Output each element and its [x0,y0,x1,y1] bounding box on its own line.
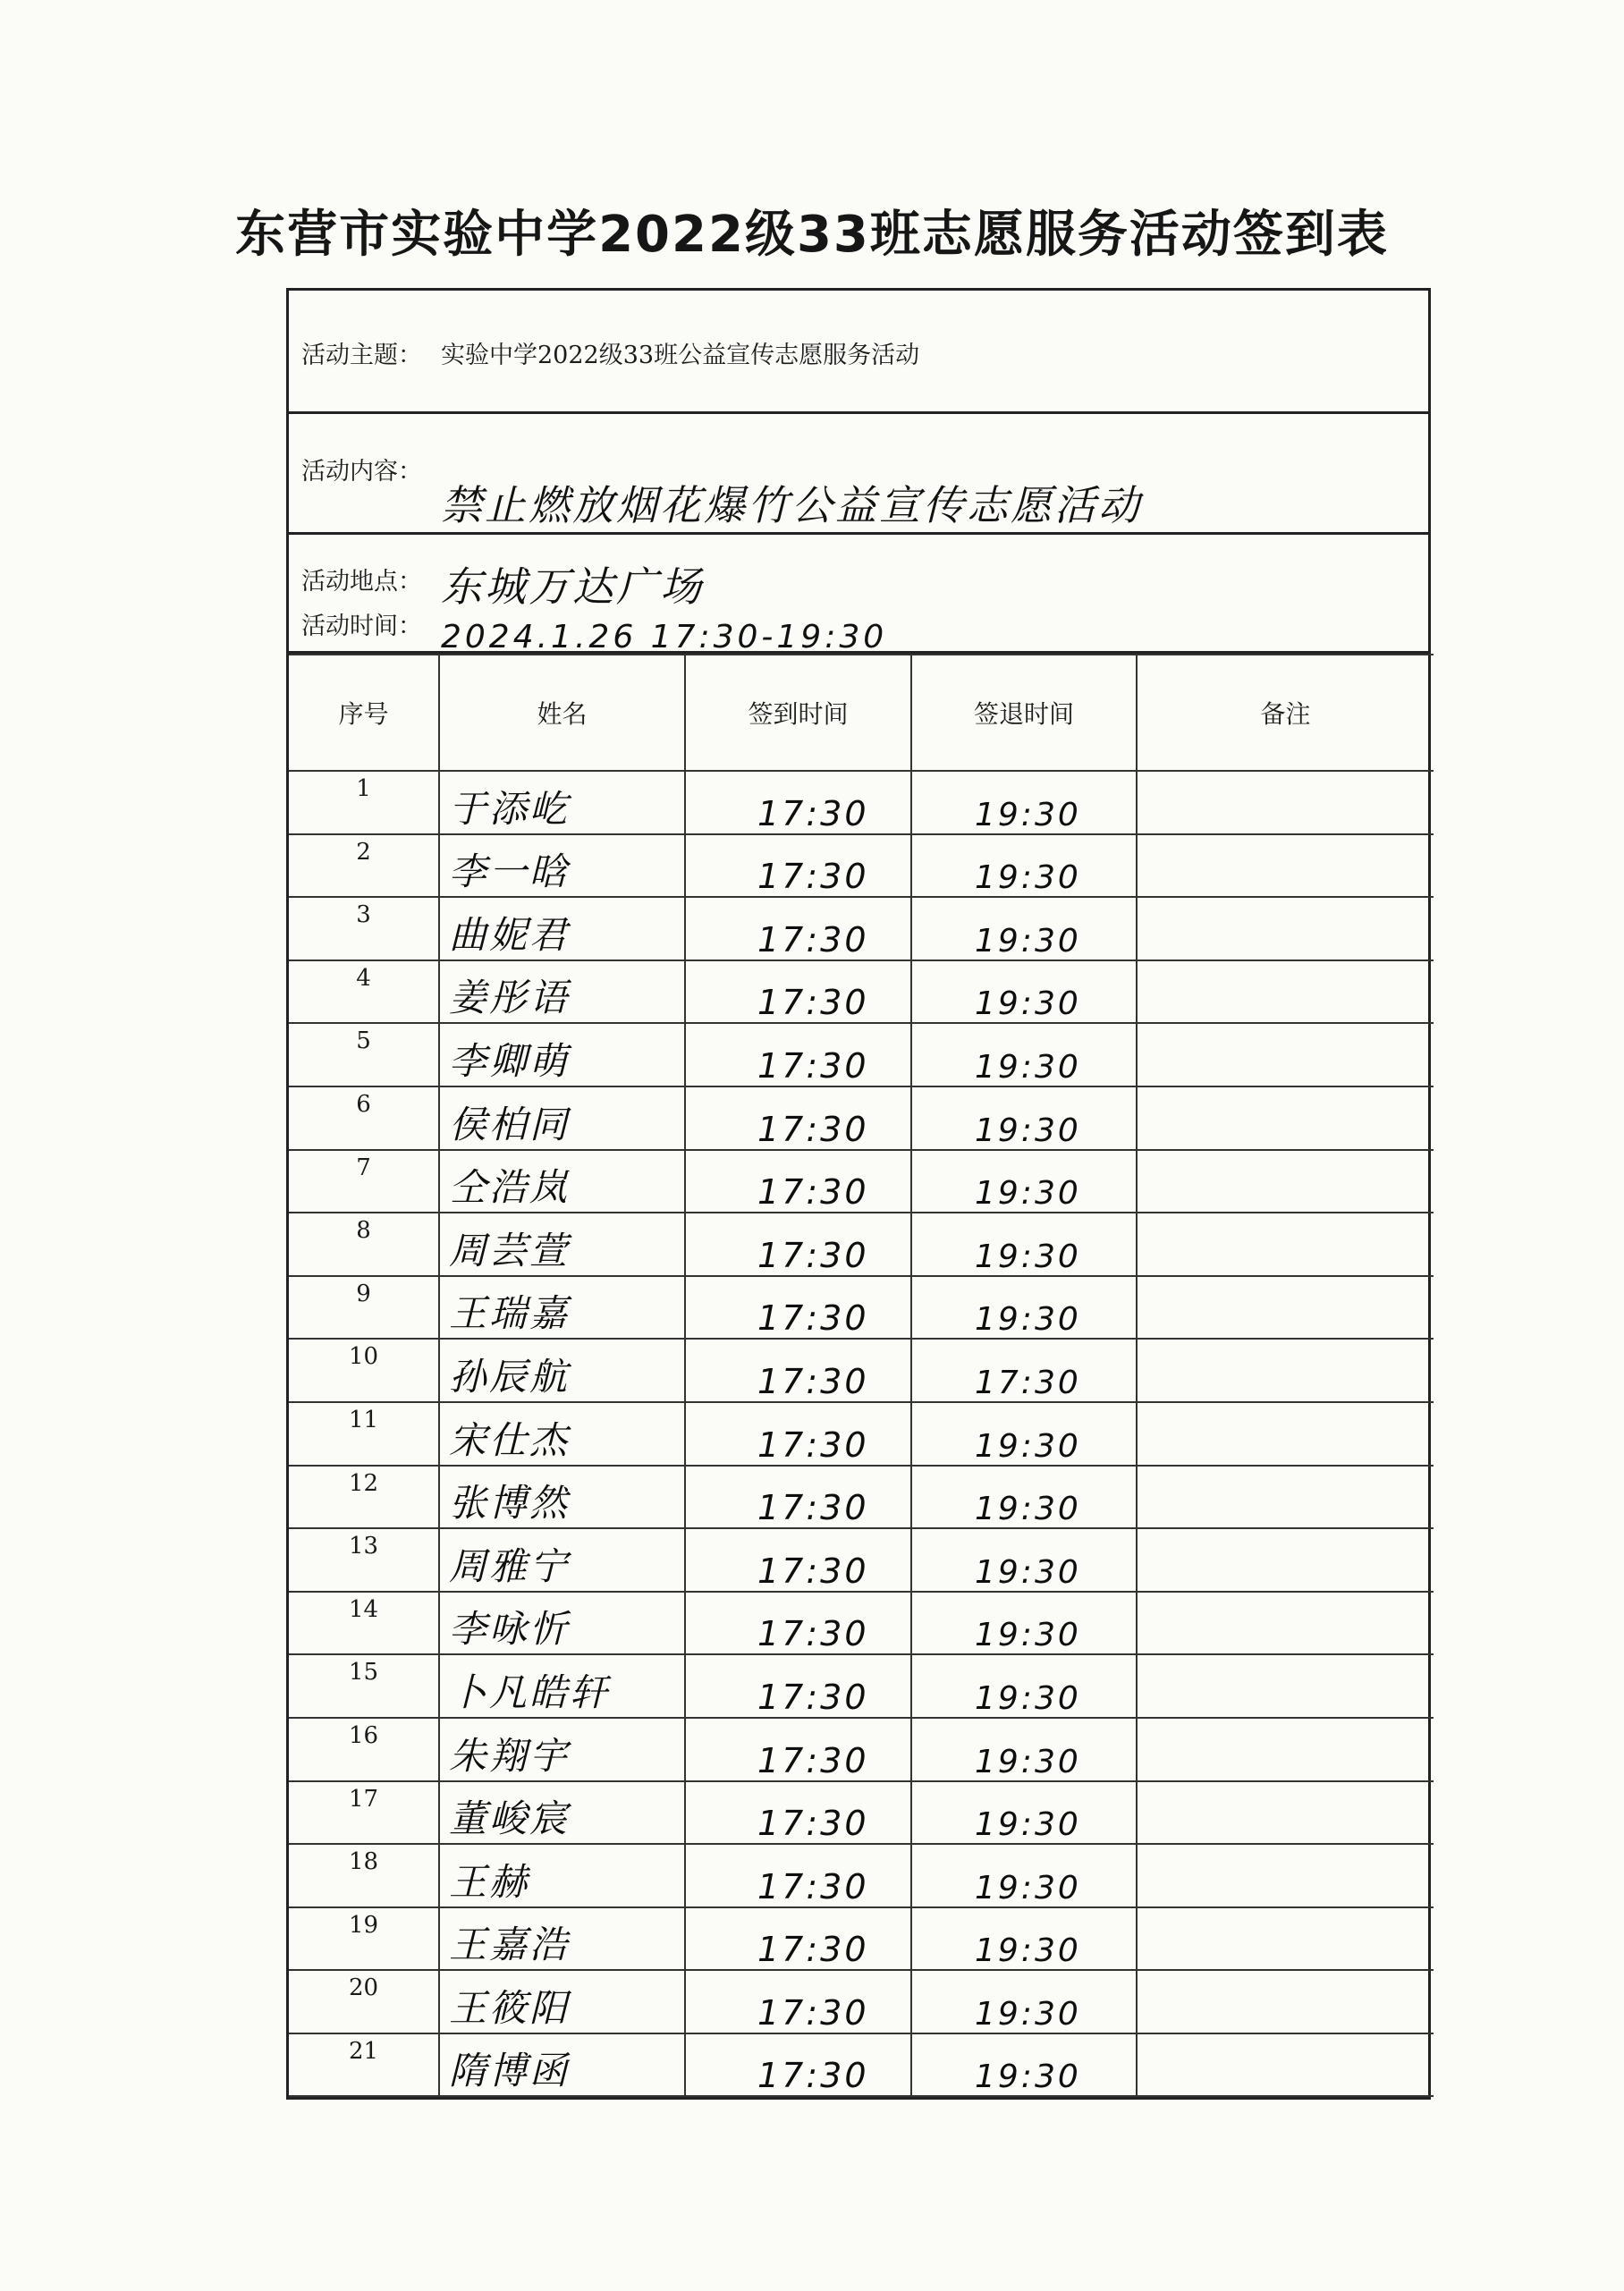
name-cell: 李卿萌 [439,1023,685,1086]
sign-out-time-cell: 19:30 [911,1213,1137,1276]
table-row [289,1213,1434,1276]
table-body [289,771,1434,2096]
seq-cell: 17 [289,1781,439,1845]
note-cell [1137,2033,1434,2097]
sign-in-time-cell: 17:30 [685,1023,911,1086]
note-cell [1137,1339,1434,1402]
sign-in-time-cell: 17:30 [685,1528,911,1592]
sign-in-time-cell: 17:30 [685,1150,911,1213]
name-cell: 宋仕杰 [439,1402,685,1466]
activity-time-value: 2024.1.26 17:30-19:30 [441,619,888,655]
table-row [289,1339,1434,1402]
name-cell: 朱翔宇 [439,1718,685,1781]
note-cell [1137,960,1434,1024]
note-cell [1137,1970,1434,2033]
sign-out-time-cell: 19:30 [911,1276,1137,1340]
activity-time-label: 活动时间： [301,613,422,640]
name-cell: 卜凡皓轩 [439,1654,685,1718]
seq-cell: 10 [289,1339,439,1402]
name-cell: 周芸萱 [439,1213,685,1276]
seq-cell: 16 [289,1718,439,1781]
table-row [289,1970,1434,2033]
sign-out-time-cell: 19:30 [911,1150,1137,1213]
seq-cell: 15 [289,1654,439,1718]
sign-in-time-cell: 17:30 [685,960,911,1024]
table-row [289,834,1434,898]
sign-out-time-cell: 19:30 [911,1086,1137,1150]
table-row [289,771,1434,834]
sign-in-time-cell: 17:30 [685,1276,911,1340]
name-cell: 王瑞嘉 [439,1276,685,1340]
sign-in-time-cell: 17:30 [685,834,911,898]
sign-in-time-cell: 17:30 [685,771,911,834]
name-cell: 王嘉浩 [439,1907,685,1971]
activity-theme-label: 活动主题： [301,342,422,369]
sign-out-time-cell: 19:30 [911,1907,1137,1971]
table-row [289,1276,1434,1340]
sign-out-time-cell: 19:30 [911,1023,1137,1086]
seq-cell: 7 [289,1150,439,1213]
note-cell [1137,1213,1434,1276]
seq-cell: 13 [289,1528,439,1592]
table-row [289,1907,1434,1971]
sign-out-time-cell: 19:30 [911,1781,1137,1845]
sign-in-time-cell: 17:30 [685,1213,911,1276]
sign-in-time-cell: 17:30 [685,1466,911,1529]
activity-place-label: 活动地点： [301,568,422,596]
header-note: 备注 [1137,655,1434,771]
sign-out-time-cell: 19:30 [911,960,1137,1024]
seq-cell: 19 [289,1907,439,1971]
sign-out-time-cell: 19:30 [911,1718,1137,1781]
seq-cell: 3 [289,897,439,960]
seq-cell: 9 [289,1276,439,1340]
header-seq: 序号 [289,655,439,771]
seq-cell: 20 [289,1970,439,2033]
sign-out-time-cell: 19:30 [911,834,1137,898]
table-row [289,960,1434,1024]
note-cell [1137,1276,1434,1340]
table-row [289,2033,1434,2097]
sign-in-time-cell: 17:30 [685,1086,911,1150]
table-row [289,1781,1434,1845]
activity-place-value: 东城万达广场 [441,562,704,611]
seq-cell: 2 [289,834,439,898]
table-row [289,1466,1434,1529]
activity-content-section [289,414,1428,535]
name-cell: 董峻宸 [439,1781,685,1845]
note-cell [1137,1086,1434,1150]
sign-in-time-cell: 17:30 [685,1339,911,1402]
note-cell [1137,1907,1434,1971]
sign-out-time-cell: 19:30 [911,1466,1137,1529]
note-cell [1137,771,1434,834]
activity-content-value: 禁止燃放烟花爆竹公益宣传志愿活动 [441,481,1142,529]
name-cell: 姜彤语 [439,960,685,1024]
table-row [289,1528,1434,1592]
sign-out-time-cell: 19:30 [911,1528,1137,1592]
sign-in-time-cell: 17:30 [685,1654,911,1718]
seq-cell: 5 [289,1023,439,1086]
note-cell [1137,1781,1434,1845]
name-cell: 仝浩岚 [439,1150,685,1213]
sign-in-time-cell: 17:30 [685,1970,911,2033]
sign-out-time-cell: 19:30 [911,2033,1137,2097]
note-cell [1137,1402,1434,1466]
sign-out-time-cell: 19:30 [911,771,1137,834]
page-title: 东营市实验中学2022级33班志愿服务活动签到表 [235,206,1389,264]
name-cell: 曲妮君 [439,897,685,960]
sign-out-time-cell: 19:30 [911,897,1137,960]
sign-in-time-cell: 17:30 [685,1907,911,1971]
sign-out-time-cell: 19:30 [911,1402,1137,1466]
seq-cell: 21 [289,2033,439,2097]
table-row [289,897,1434,960]
sign-in-time-cell: 17:30 [685,1402,911,1466]
note-cell [1137,1466,1434,1529]
table-header-row [289,655,1434,771]
seq-cell: 6 [289,1086,439,1150]
header-name: 姓名 [439,655,685,771]
seq-cell: 1 [289,771,439,834]
sign-out-time-cell: 19:30 [911,1970,1137,2033]
note-cell [1137,1654,1434,1718]
sign-out-time-cell: 19:30 [911,1844,1137,1907]
name-cell: 李一晗 [439,834,685,898]
note-cell [1137,1528,1434,1592]
sign-in-time-cell: 17:30 [685,2033,911,2097]
note-cell [1137,1718,1434,1781]
note-cell [1137,1150,1434,1213]
sign-in-time-cell: 17:30 [685,1718,911,1781]
table-row [289,1023,1434,1086]
name-cell: 隋博函 [439,2033,685,2097]
seq-cell: 14 [289,1592,439,1655]
name-cell: 张博然 [439,1466,685,1529]
sign-out-time-cell: 19:30 [911,1592,1137,1655]
note-cell [1137,1844,1434,1907]
sign-in-time-cell: 17:30 [685,1844,911,1907]
attendance-table [289,654,1434,2097]
sign-out-time-cell: 19:30 [911,1654,1137,1718]
note-cell [1137,1023,1434,1086]
sign-in-time-cell: 17:30 [685,1592,911,1655]
table-row [289,1718,1434,1781]
activity-theme-value: 实验中学2022级33班公益宣传志愿服务活动 [441,342,920,369]
activity-content-label: 活动内容： [301,458,422,486]
name-cell: 周雅宁 [439,1528,685,1592]
header-sign-in-time: 签到时间 [685,655,911,771]
table-row [289,1844,1434,1907]
table-row [289,1654,1434,1718]
note-cell [1137,834,1434,898]
table-row [289,1402,1434,1466]
table-row [289,1592,1434,1655]
name-cell: 王赫 [439,1844,685,1907]
note-cell [1137,897,1434,960]
name-cell: 李咏忻 [439,1592,685,1655]
table-row [289,1150,1434,1213]
activity-place-time-section [289,535,1428,654]
seq-cell: 8 [289,1213,439,1276]
name-cell: 侯柏同 [439,1086,685,1150]
name-cell: 王筱阳 [439,1970,685,2033]
seq-cell: 4 [289,960,439,1024]
header-sign-out-time: 签退时间 [911,655,1137,771]
sign-in-form [286,288,1431,2100]
note-cell [1137,1592,1434,1655]
name-cell: 于添屹 [439,771,685,834]
seq-cell: 18 [289,1844,439,1907]
sign-in-time-cell: 17:30 [685,897,911,960]
seq-cell: 12 [289,1466,439,1529]
activity-theme-section [289,291,1428,414]
sign-in-time-cell: 17:30 [685,1781,911,1845]
name-cell: 孙辰航 [439,1339,685,1402]
sign-out-time-cell: 17:30 [911,1339,1137,1402]
table-row [289,1086,1434,1150]
seq-cell: 11 [289,1402,439,1466]
